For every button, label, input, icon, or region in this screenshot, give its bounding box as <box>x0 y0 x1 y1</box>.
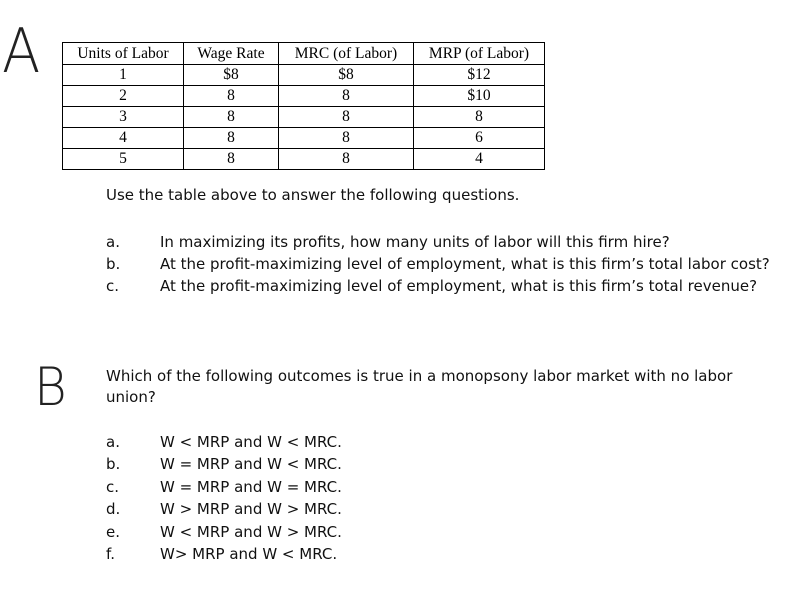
header-mrp: MRP (of Labor) <box>414 43 545 65</box>
question-text: In maximizing its profits, how many units of labor will this firm hire? <box>160 233 670 251</box>
labor-table <box>62 42 545 170</box>
cell-units: 2 <box>63 86 184 107</box>
question-letter: b. <box>106 255 121 273</box>
table-header-row <box>63 43 545 65</box>
cell-wage: $8 <box>184 65 279 86</box>
cell-mrp: 8 <box>414 107 545 128</box>
question-letter: c. <box>106 277 120 295</box>
instructions-text: Use the table above to answer the following questions. <box>106 186 520 204</box>
table-row <box>63 128 545 149</box>
cell-wage: 8 <box>184 128 279 149</box>
cell-mrc: 8 <box>279 149 414 170</box>
question-text: At the profit-maximizing level of employment, what is this firm’s total labor cost? <box>160 255 770 273</box>
cell-mrp: $12 <box>414 65 545 86</box>
header-mrc: MRC (of Labor) <box>279 43 414 65</box>
option-letter: d. <box>106 500 121 518</box>
cell-wage: 8 <box>184 86 279 107</box>
header-wage-rate: Wage Rate <box>184 43 279 65</box>
option-text: W = MRP and W = MRC. <box>160 478 342 496</box>
option-letter: e. <box>106 523 120 541</box>
option-text: W > MRP and W > MRC. <box>160 500 342 518</box>
table-row <box>63 149 545 170</box>
cell-wage: 8 <box>184 107 279 128</box>
cell-mrp: 6 <box>414 128 545 149</box>
question-stem: Which of the following outcomes is true in a monopsony labor market with no labor union? <box>106 367 733 406</box>
section-a-marker: A <box>2 15 41 88</box>
section-b-marker: B <box>34 356 67 418</box>
option-letter: b. <box>106 455 121 473</box>
cell-units: 1 <box>63 65 184 86</box>
cell-mrc: 8 <box>279 86 414 107</box>
option-text: W < MRP and W > MRC. <box>160 523 342 541</box>
table-row <box>63 86 545 107</box>
option-text: W> MRP and W < MRC. <box>160 545 338 563</box>
question-text: At the profit-maximizing level of employment, what is this firm’s total revenue? <box>160 277 758 295</box>
option-text: W < MRP and W < MRC. <box>160 433 342 451</box>
cell-mrc: $8 <box>279 65 414 86</box>
cell-mrc: 8 <box>279 107 414 128</box>
table-row <box>63 65 545 86</box>
cell-mrp: $10 <box>414 86 545 107</box>
option-letter: f. <box>106 545 115 563</box>
cell-mrc: 8 <box>279 128 414 149</box>
cell-units: 5 <box>63 149 184 170</box>
header-units-of-labor: Units of Labor <box>63 43 184 65</box>
cell-wage: 8 <box>184 149 279 170</box>
question-letter: a. <box>106 233 120 251</box>
option-letter: c. <box>106 478 120 496</box>
cell-mrp: 4 <box>414 149 545 170</box>
table-row <box>63 107 545 128</box>
cell-units: 4 <box>63 128 184 149</box>
option-letter: a. <box>106 433 120 451</box>
option-text: W = MRP and W < MRC. <box>160 455 342 473</box>
cell-units: 3 <box>63 107 184 128</box>
